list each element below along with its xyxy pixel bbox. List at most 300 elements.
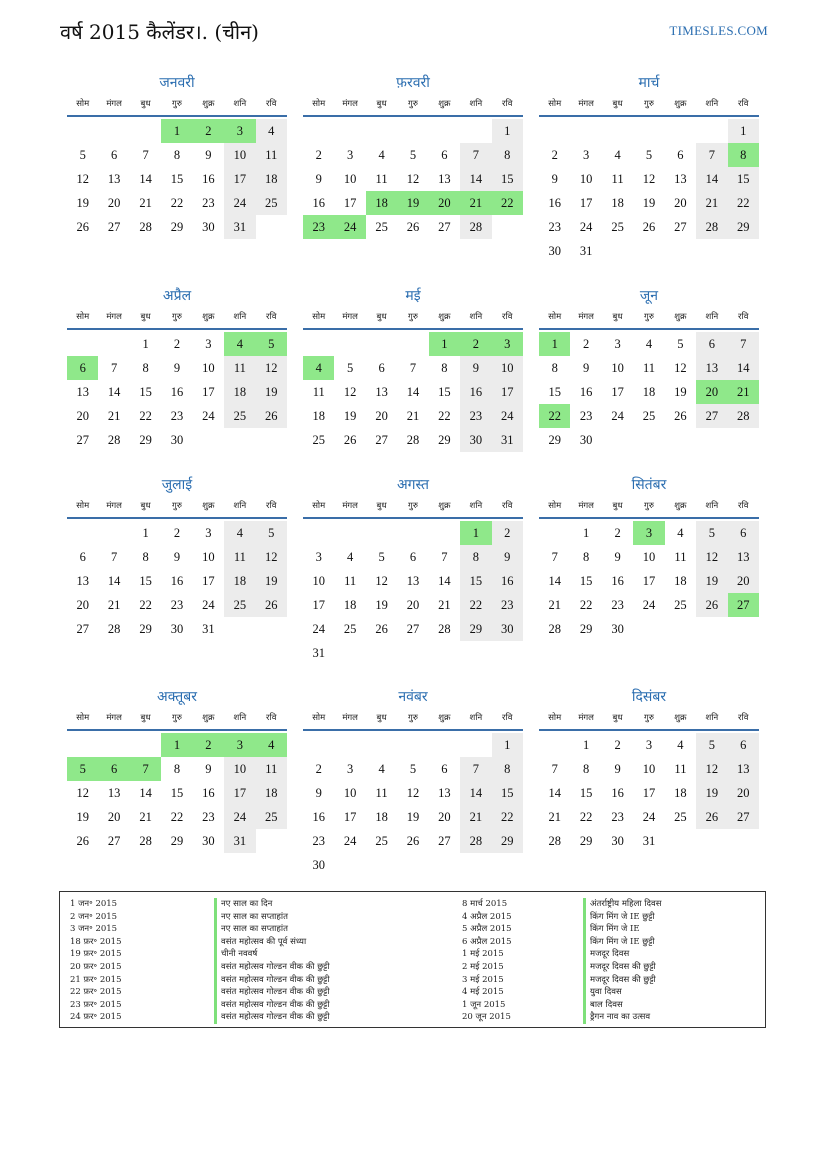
day-cell[interactable]: 4: [378, 148, 385, 162]
day-cell[interactable]: 13: [674, 172, 687, 186]
day-cell[interactable]: 17: [224, 167, 255, 191]
day-cell[interactable]: 14: [107, 574, 121, 588]
day-cell[interactable]: 6: [79, 550, 86, 564]
day-cell[interactable]: 31: [642, 834, 656, 848]
day-cell[interactable]: 4: [677, 526, 684, 540]
day-cell[interactable]: 22: [539, 404, 570, 428]
day-cell[interactable]: 5: [409, 762, 417, 776]
day-cell[interactable]: 3: [224, 733, 255, 757]
day-cell[interactable]: 3: [224, 119, 255, 143]
day-cell[interactable]: 7: [460, 757, 491, 781]
day-cell[interactable]: 13: [107, 172, 121, 186]
day-cell[interactable]: 16: [170, 574, 184, 588]
day-cell[interactable]: 15: [579, 574, 593, 588]
day-cell[interactable]: 12: [696, 757, 727, 781]
day-cell[interactable]: 6: [441, 148, 448, 162]
day-cell[interactable]: 5: [409, 148, 417, 162]
day-cell[interactable]: 4: [645, 337, 653, 351]
day-cell[interactable]: 11: [312, 385, 325, 399]
day-cell[interactable]: 15: [438, 385, 451, 399]
day-cell[interactable]: 11: [674, 762, 687, 776]
day-cell[interactable]: 16: [202, 786, 215, 800]
day-cell[interactable]: 28: [728, 404, 759, 428]
day-cell[interactable]: 29: [139, 622, 152, 636]
day-cell[interactable]: 24: [202, 409, 215, 423]
day-cell[interactable]: 27: [728, 593, 759, 617]
day-cell[interactable]: 20: [107, 196, 121, 210]
day-cell[interactable]: 11: [375, 786, 388, 800]
day-cell[interactable]: 21: [548, 598, 561, 612]
day-cell[interactable]: 24: [202, 598, 215, 612]
day-cell[interactable]: 10: [343, 786, 357, 800]
day-cell[interactable]: 20: [107, 810, 121, 824]
day-cell[interactable]: 6: [67, 356, 98, 380]
day-cell[interactable]: 13: [438, 172, 451, 186]
day-cell[interactable]: 13: [76, 574, 89, 588]
day-cell[interactable]: 25: [224, 593, 255, 617]
day-cell[interactable]: 1: [583, 526, 590, 540]
day-cell[interactable]: 25: [312, 433, 325, 447]
day-cell[interactable]: 29: [460, 617, 491, 641]
day-cell[interactable]: 19: [256, 569, 287, 593]
day-cell[interactable]: 21: [548, 810, 561, 824]
day-cell[interactable]: 30: [548, 244, 561, 258]
day-cell[interactable]: 29: [438, 433, 451, 447]
day-cell[interactable]: 28: [139, 834, 152, 848]
day-cell[interactable]: 2: [173, 337, 181, 351]
day-cell[interactable]: 30: [170, 622, 184, 636]
day-cell[interactable]: 27: [438, 220, 451, 234]
day-cell[interactable]: 30: [579, 433, 593, 447]
day-cell[interactable]: 29: [579, 834, 593, 848]
day-cell[interactable]: 7: [551, 762, 558, 776]
day-cell[interactable]: 27: [76, 433, 89, 447]
day-cell[interactable]: 5: [645, 148, 653, 162]
day-cell[interactable]: 10: [492, 356, 523, 380]
day-cell[interactable]: 8: [441, 361, 448, 375]
day-cell[interactable]: 28: [139, 220, 152, 234]
day-cell[interactable]: 15: [492, 781, 523, 805]
day-cell[interactable]: 21: [460, 191, 491, 215]
day-cell[interactable]: 30: [202, 220, 215, 234]
day-cell[interactable]: 12: [256, 356, 287, 380]
day-cell[interactable]: 6: [728, 733, 759, 757]
day-cell[interactable]: 9: [173, 550, 181, 564]
day-cell[interactable]: 14: [460, 167, 491, 191]
day-cell[interactable]: 23: [611, 810, 624, 824]
day-cell[interactable]: 1: [492, 119, 523, 143]
day-cell[interactable]: 2: [315, 762, 322, 776]
day-cell[interactable]: 2: [614, 738, 621, 752]
day-cell[interactable]: 26: [406, 834, 420, 848]
day-cell[interactable]: 26: [674, 409, 687, 423]
day-cell[interactable]: 23: [170, 598, 184, 612]
day-cell[interactable]: 18: [343, 598, 357, 612]
day-cell[interactable]: 7: [130, 757, 161, 781]
day-cell[interactable]: 5: [696, 733, 727, 757]
day-cell[interactable]: 7: [409, 361, 417, 375]
day-cell[interactable]: 23: [312, 834, 325, 848]
day-cell[interactable]: 4: [256, 733, 287, 757]
day-cell[interactable]: 9: [315, 172, 322, 186]
day-cell[interactable]: 18: [256, 781, 287, 805]
day-cell[interactable]: 2: [173, 526, 181, 540]
day-cell[interactable]: 14: [728, 356, 759, 380]
day-cell[interactable]: 26: [256, 593, 287, 617]
day-cell[interactable]: 27: [728, 805, 759, 829]
day-cell[interactable]: 14: [460, 781, 491, 805]
day-cell[interactable]: 14: [548, 574, 561, 588]
day-cell[interactable]: 2: [460, 332, 491, 356]
day-cell[interactable]: 31: [202, 622, 215, 636]
day-cell[interactable]: 4: [224, 332, 255, 356]
day-cell[interactable]: 26: [256, 404, 287, 428]
day-cell[interactable]: 25: [674, 598, 687, 612]
day-cell[interactable]: 24: [312, 622, 325, 636]
day-cell[interactable]: 28: [548, 834, 561, 848]
day-cell[interactable]: 16: [460, 380, 491, 404]
day-cell[interactable]: 18: [224, 380, 255, 404]
day-cell[interactable]: 3: [645, 738, 653, 752]
day-cell[interactable]: 31: [224, 215, 255, 239]
day-cell[interactable]: 10: [611, 361, 624, 375]
day-cell[interactable]: 28: [696, 215, 727, 239]
day-cell[interactable]: 14: [139, 172, 152, 186]
day-cell[interactable]: 23: [579, 409, 593, 423]
day-cell[interactable]: 5: [67, 757, 98, 781]
day-cell[interactable]: 21: [460, 805, 491, 829]
day-cell[interactable]: 5: [696, 521, 727, 545]
day-cell[interactable]: 5: [677, 337, 684, 351]
day-cell[interactable]: 27: [406, 622, 420, 636]
day-cell[interactable]: 16: [312, 810, 325, 824]
day-cell[interactable]: 15: [492, 167, 523, 191]
day-cell[interactable]: 22: [460, 593, 491, 617]
day-cell[interactable]: 12: [343, 385, 357, 399]
day-cell[interactable]: 9: [614, 550, 621, 564]
day-cell[interactable]: 26: [696, 593, 727, 617]
day-cell[interactable]: 13: [107, 786, 121, 800]
day-cell[interactable]: 17: [579, 196, 593, 210]
day-cell[interactable]: 26: [343, 433, 357, 447]
day-cell[interactable]: 17: [343, 810, 357, 824]
day-cell[interactable]: 17: [492, 380, 523, 404]
day-cell[interactable]: 1: [492, 733, 523, 757]
day-cell[interactable]: 11: [344, 574, 357, 588]
day-cell[interactable]: 5: [256, 332, 287, 356]
day-cell[interactable]: 22: [139, 598, 152, 612]
day-cell[interactable]: 15: [579, 786, 593, 800]
day-cell[interactable]: 11: [224, 545, 255, 569]
day-cell[interactable]: 19: [642, 196, 656, 210]
day-cell[interactable]: 7: [111, 550, 118, 564]
day-cell[interactable]: 9: [551, 172, 558, 186]
day-cell[interactable]: 9: [492, 545, 523, 569]
day-cell[interactable]: 23: [548, 220, 561, 234]
day-cell[interactable]: 10: [642, 550, 656, 564]
day-cell[interactable]: 21: [139, 810, 152, 824]
day-cell[interactable]: 6: [111, 148, 118, 162]
day-cell[interactable]: 14: [139, 786, 152, 800]
day-cell[interactable]: 28: [460, 829, 491, 853]
day-cell[interactable]: 23: [202, 810, 215, 824]
day-cell[interactable]: 20: [728, 569, 759, 593]
day-cell[interactable]: 29: [170, 220, 184, 234]
day-cell[interactable]: 25: [642, 409, 656, 423]
day-cell[interactable]: 19: [696, 781, 727, 805]
day-cell[interactable]: 16: [312, 196, 325, 210]
day-cell[interactable]: 4: [256, 119, 287, 143]
day-cell[interactable]: 19: [674, 385, 687, 399]
day-cell[interactable]: 12: [696, 545, 727, 569]
day-cell[interactable]: 10: [343, 172, 357, 186]
day-cell[interactable]: 23: [492, 593, 523, 617]
day-cell[interactable]: 15: [728, 167, 759, 191]
day-cell[interactable]: 24: [492, 404, 523, 428]
day-cell[interactable]: 31: [224, 829, 255, 853]
day-cell[interactable]: 1: [539, 332, 570, 356]
day-cell[interactable]: 29: [492, 829, 523, 853]
day-cell[interactable]: 16: [202, 172, 215, 186]
day-cell[interactable]: 19: [397, 191, 428, 215]
day-cell[interactable]: 28: [107, 433, 121, 447]
day-cell[interactable]: 28: [460, 215, 491, 239]
day-cell[interactable]: 29: [139, 433, 152, 447]
day-cell[interactable]: 12: [642, 172, 656, 186]
day-cell[interactable]: 4: [677, 738, 684, 752]
day-cell[interactable]: 18: [674, 574, 687, 588]
day-cell[interactable]: 27: [438, 834, 451, 848]
day-cell[interactable]: 18: [256, 167, 287, 191]
day-cell[interactable]: 15: [460, 569, 491, 593]
day-cell[interactable]: 12: [256, 545, 287, 569]
day-cell[interactable]: 26: [76, 220, 89, 234]
day-cell[interactable]: 21: [696, 191, 727, 215]
day-cell[interactable]: 28: [406, 433, 420, 447]
day-cell[interactable]: 11: [256, 143, 287, 167]
day-cell[interactable]: 12: [76, 786, 89, 800]
day-cell[interactable]: 19: [256, 380, 287, 404]
day-cell[interactable]: 24: [579, 220, 593, 234]
day-cell[interactable]: 31: [312, 646, 325, 660]
day-cell[interactable]: 25: [256, 191, 287, 215]
day-cell[interactable]: 27: [107, 220, 121, 234]
day-cell[interactable]: 17: [202, 385, 215, 399]
day-cell[interactable]: 15: [170, 172, 184, 186]
day-cell[interactable]: 17: [224, 781, 255, 805]
day-cell[interactable]: 14: [696, 167, 727, 191]
day-cell[interactable]: 20: [674, 196, 687, 210]
day-cell[interactable]: 16: [579, 385, 593, 399]
day-cell[interactable]: 4: [614, 148, 621, 162]
day-cell[interactable]: 22: [579, 598, 593, 612]
day-cell[interactable]: 13: [728, 545, 759, 569]
day-cell[interactable]: 8: [583, 762, 590, 776]
day-cell[interactable]: 15: [139, 385, 152, 399]
day-cell[interactable]: 22: [170, 196, 184, 210]
day-cell[interactable]: 6: [378, 361, 385, 375]
day-cell[interactable]: 30: [611, 834, 624, 848]
day-cell[interactable]: 17: [642, 786, 656, 800]
day-cell[interactable]: 17: [642, 574, 656, 588]
day-cell[interactable]: 30: [460, 428, 491, 452]
day-cell[interactable]: 9: [205, 148, 212, 162]
day-cell[interactable]: 22: [170, 810, 184, 824]
day-cell[interactable]: 27: [674, 220, 687, 234]
day-cell[interactable]: 21: [107, 409, 121, 423]
day-cell[interactable]: 8: [173, 762, 181, 776]
day-cell[interactable]: 19: [76, 196, 89, 210]
day-cell[interactable]: 12: [406, 786, 420, 800]
day-cell[interactable]: 8: [551, 361, 558, 375]
day-cell[interactable]: 16: [611, 786, 624, 800]
day-cell[interactable]: 28: [107, 622, 121, 636]
day-cell[interactable]: 2: [614, 526, 621, 540]
day-cell[interactable]: 27: [107, 834, 121, 848]
day-cell[interactable]: 24: [611, 409, 624, 423]
day-cell[interactable]: 13: [696, 356, 727, 380]
day-cell[interactable]: 8: [142, 550, 149, 564]
day-cell[interactable]: 8: [142, 361, 149, 375]
day-cell[interactable]: 15: [548, 385, 561, 399]
day-cell[interactable]: 21: [139, 196, 152, 210]
day-cell[interactable]: 20: [406, 598, 420, 612]
day-cell[interactable]: 9: [205, 762, 212, 776]
day-cell[interactable]: 1: [161, 733, 192, 757]
day-cell[interactable]: 17: [611, 385, 624, 399]
day-cell[interactable]: 13: [406, 574, 420, 588]
day-cell[interactable]: 23: [170, 409, 184, 423]
day-cell[interactable]: 1: [142, 526, 149, 540]
day-cell[interactable]: 6: [98, 757, 129, 781]
day-cell[interactable]: 20: [375, 409, 388, 423]
day-cell[interactable]: 1: [728, 119, 759, 143]
day-cell[interactable]: 10: [224, 757, 255, 781]
day-cell[interactable]: 8: [492, 757, 523, 781]
day-cell[interactable]: 26: [696, 805, 727, 829]
day-cell[interactable]: 5: [378, 550, 385, 564]
day-cell[interactable]: 19: [76, 810, 89, 824]
day-cell[interactable]: 13: [728, 757, 759, 781]
day-cell[interactable]: 9: [460, 356, 491, 380]
day-cell[interactable]: 15: [170, 786, 184, 800]
day-cell[interactable]: 26: [406, 220, 420, 234]
day-cell[interactable]: 6: [677, 148, 684, 162]
day-cell[interactable]: 11: [674, 550, 687, 564]
day-cell[interactable]: 17: [343, 196, 357, 210]
day-cell[interactable]: 2: [551, 148, 558, 162]
day-cell[interactable]: 24: [642, 598, 656, 612]
day-cell[interactable]: 21: [406, 409, 420, 423]
day-cell[interactable]: 16: [548, 196, 561, 210]
day-cell[interactable]: 27: [76, 622, 89, 636]
day-cell[interactable]: 22: [579, 810, 593, 824]
day-cell[interactable]: 20: [429, 191, 460, 215]
day-cell[interactable]: 10: [224, 143, 255, 167]
day-cell[interactable]: 22: [492, 805, 523, 829]
day-cell[interactable]: 3: [315, 550, 322, 564]
day-cell[interactable]: 30: [611, 622, 624, 636]
day-cell[interactable]: 7: [728, 332, 759, 356]
day-cell[interactable]: 31: [579, 244, 593, 258]
day-cell[interactable]: 17: [312, 598, 325, 612]
day-cell[interactable]: 2: [193, 733, 224, 757]
day-cell[interactable]: 5: [347, 361, 354, 375]
day-cell[interactable]: 25: [375, 834, 388, 848]
day-cell[interactable]: 4: [378, 762, 385, 776]
day-cell[interactable]: 30: [202, 834, 215, 848]
day-cell[interactable]: 18: [611, 196, 624, 210]
day-cell[interactable]: 3: [347, 762, 354, 776]
day-cell[interactable]: 18: [224, 569, 255, 593]
day-cell[interactable]: 30: [312, 858, 325, 872]
day-cell[interactable]: 25: [343, 622, 357, 636]
day-cell[interactable]: 4: [347, 550, 354, 564]
day-cell[interactable]: 1: [583, 738, 590, 752]
day-cell[interactable]: 16: [492, 569, 523, 593]
day-cell[interactable]: 20: [696, 380, 727, 404]
day-cell[interactable]: 23: [460, 404, 491, 428]
day-cell[interactable]: 7: [111, 361, 118, 375]
day-cell[interactable]: 8: [173, 148, 181, 162]
day-cell[interactable]: 3: [205, 337, 212, 351]
day-cell[interactable]: 8: [460, 545, 491, 569]
day-cell[interactable]: 28: [438, 622, 451, 636]
day-cell[interactable]: 24: [334, 215, 365, 239]
day-cell[interactable]: 6: [696, 332, 727, 356]
day-cell[interactable]: 20: [76, 409, 89, 423]
day-cell[interactable]: 5: [256, 521, 287, 545]
day-cell[interactable]: 29: [170, 834, 184, 848]
day-cell[interactable]: 23: [611, 598, 624, 612]
day-cell[interactable]: 3: [633, 521, 664, 545]
day-cell[interactable]: 7: [696, 143, 727, 167]
day-cell[interactable]: 27: [375, 433, 388, 447]
day-cell[interactable]: 2: [193, 119, 224, 143]
day-cell[interactable]: 27: [696, 404, 727, 428]
day-cell[interactable]: 7: [551, 550, 558, 564]
day-cell[interactable]: 12: [375, 574, 388, 588]
day-cell[interactable]: 25: [611, 220, 624, 234]
day-cell[interactable]: 11: [611, 172, 624, 186]
day-cell[interactable]: 14: [438, 574, 451, 588]
day-cell[interactable]: 4: [224, 521, 255, 545]
day-cell[interactable]: 22: [438, 409, 451, 423]
day-cell[interactable]: 12: [406, 172, 420, 186]
day-cell[interactable]: 29: [579, 622, 593, 636]
day-cell[interactable]: 5: [79, 148, 86, 162]
day-cell[interactable]: 8: [583, 550, 590, 564]
day-cell[interactable]: 10: [579, 172, 593, 186]
day-cell[interactable]: 3: [347, 148, 354, 162]
day-cell[interactable]: 2: [315, 148, 322, 162]
day-cell[interactable]: 29: [728, 215, 759, 239]
day-cell[interactable]: 7: [142, 148, 149, 162]
day-cell[interactable]: 14: [107, 385, 121, 399]
day-cell[interactable]: 7: [460, 143, 491, 167]
day-cell[interactable]: 10: [312, 574, 325, 588]
day-cell[interactable]: 13: [438, 786, 451, 800]
day-cell[interactable]: 13: [375, 385, 388, 399]
day-cell[interactable]: 17: [202, 574, 215, 588]
day-cell[interactable]: 1: [460, 521, 491, 545]
day-cell[interactable]: 6: [441, 762, 448, 776]
day-cell[interactable]: 24: [224, 805, 255, 829]
brand-link[interactable]: TIMESLES.COM: [669, 23, 768, 38]
day-cell[interactable]: 19: [343, 409, 357, 423]
day-cell[interactable]: 22: [728, 191, 759, 215]
day-cell[interactable]: 6: [728, 521, 759, 545]
